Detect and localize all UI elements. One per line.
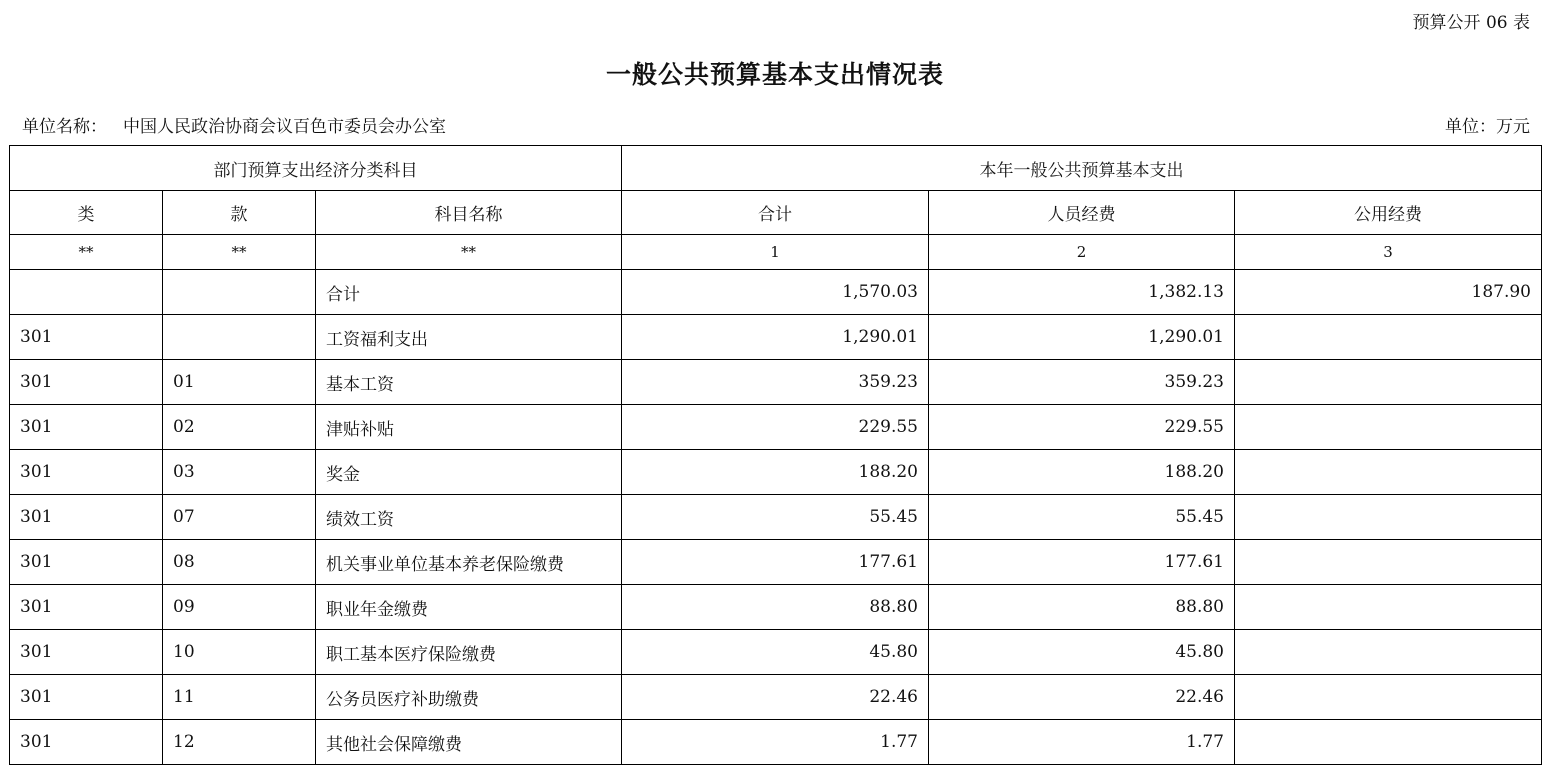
table-row — [10, 495, 1542, 540]
cell-kuan: 07 — [163, 495, 316, 540]
cell-personnel: 359.23 — [929, 360, 1235, 405]
cell-total: 177.61 — [622, 540, 929, 585]
cell-kuan: 08 — [163, 540, 316, 585]
header-group-left: 部门预算支出经济分类科目 — [10, 146, 622, 191]
table-row — [10, 450, 1542, 495]
cell-name: 津贴补贴 — [316, 405, 622, 450]
cell-name: 绩效工资 — [316, 495, 622, 540]
cell-personnel: 55.45 — [929, 495, 1235, 540]
table-row — [10, 360, 1542, 405]
cell-total: 359.23 — [622, 360, 929, 405]
header-code-row — [10, 235, 1542, 270]
cell-name: 基本工资 — [316, 360, 622, 405]
unit-name-label: 单位名称： — [22, 117, 107, 137]
cell-name: 职业年金缴费 — [316, 585, 622, 630]
header-code-name: ** — [316, 235, 622, 270]
cell-kuan — [163, 270, 316, 315]
cell-name: 机关事业单位基本养老保险缴费 — [316, 540, 622, 585]
cell-public — [1235, 450, 1542, 495]
header-code-total: 1 — [622, 235, 929, 270]
cell-name: 公务员医疗补助缴费 — [316, 675, 622, 720]
header-group-row — [10, 146, 1542, 191]
header-col-lei: 类 — [10, 191, 163, 235]
header-code-personnel: 2 — [929, 235, 1235, 270]
header-col-public: 公用经费 — [1235, 191, 1542, 235]
cell-lei: 301 — [10, 540, 163, 585]
budget-table — [9, 145, 1542, 765]
cell-total: 45.80 — [622, 630, 929, 675]
cell-public — [1235, 495, 1542, 540]
unit-name-value: 中国人民政治协商会议百色市委员会办公室 — [123, 117, 446, 137]
cell-lei: 301 — [10, 720, 163, 765]
table-row — [10, 405, 1542, 450]
header-column-row — [10, 191, 1542, 235]
cell-total: 1,570.03 — [622, 270, 929, 315]
cell-public — [1235, 405, 1542, 450]
cell-kuan: 10 — [163, 630, 316, 675]
cell-personnel: 1,382.13 — [929, 270, 1235, 315]
cell-lei: 301 — [10, 630, 163, 675]
cell-total: 1,290.01 — [622, 315, 929, 360]
cell-kuan: 11 — [163, 675, 316, 720]
cell-kuan: 12 — [163, 720, 316, 765]
header-group-right: 本年一般公共预算基本支出 — [622, 146, 1542, 191]
cell-total: 188.20 — [622, 450, 929, 495]
unit-measure: 单位：万元 — [1445, 117, 1530, 137]
cell-lei: 301 — [10, 450, 163, 495]
cell-lei: 301 — [10, 360, 163, 405]
table-row — [10, 630, 1542, 675]
cell-name: 其他社会保障缴费 — [316, 720, 622, 765]
table-row — [10, 315, 1542, 360]
cell-kuan: 09 — [163, 585, 316, 630]
cell-personnel: 45.80 — [929, 630, 1235, 675]
cell-total: 1.77 — [622, 720, 929, 765]
header-col-name: 科目名称 — [316, 191, 622, 235]
page-title: 一般公共预算基本支出情况表 — [605, 60, 944, 89]
cell-public — [1235, 315, 1542, 360]
table-row — [10, 720, 1542, 765]
cell-personnel: 1,290.01 — [929, 315, 1235, 360]
cell-name: 奖金 — [316, 450, 622, 495]
header-col-kuan: 款 — [163, 191, 316, 235]
cell-public — [1235, 720, 1542, 765]
cell-public — [1235, 360, 1542, 405]
cell-personnel: 229.55 — [929, 405, 1235, 450]
header-col-personnel: 人员经费 — [929, 191, 1235, 235]
cell-personnel: 88.80 — [929, 585, 1235, 630]
unit-info-row — [22, 112, 1530, 137]
table-row — [10, 675, 1542, 720]
cell-name: 合计 — [316, 270, 622, 315]
header-col-total: 合计 — [622, 191, 929, 235]
cell-total: 55.45 — [622, 495, 929, 540]
header-code-public: 3 — [1235, 235, 1542, 270]
cell-lei — [10, 270, 163, 315]
cell-personnel: 188.20 — [929, 450, 1235, 495]
table-row — [10, 540, 1542, 585]
cell-lei: 301 — [10, 585, 163, 630]
cell-kuan: 02 — [163, 405, 316, 450]
cell-total: 88.80 — [622, 585, 929, 630]
table-row — [10, 585, 1542, 630]
cell-total: 229.55 — [622, 405, 929, 450]
cell-name: 职工基本医疗保险缴费 — [316, 630, 622, 675]
cell-kuan: 03 — [163, 450, 316, 495]
cell-kuan — [163, 315, 316, 360]
cell-lei: 301 — [10, 675, 163, 720]
header-code-kuan: ** — [163, 235, 316, 270]
cell-personnel: 22.46 — [929, 675, 1235, 720]
cell-lei: 301 — [10, 405, 163, 450]
cell-lei: 301 — [10, 495, 163, 540]
cell-total: 22.46 — [622, 675, 929, 720]
cell-public — [1235, 585, 1542, 630]
cell-personnel: 1.77 — [929, 720, 1235, 765]
cell-public — [1235, 540, 1542, 585]
cell-personnel: 177.61 — [929, 540, 1235, 585]
header-code-lei: ** — [10, 235, 163, 270]
table-row — [10, 270, 1542, 315]
cell-kuan: 01 — [163, 360, 316, 405]
cell-public: 187.90 — [1235, 270, 1542, 315]
cell-public — [1235, 630, 1542, 675]
cell-public — [1235, 675, 1542, 720]
form-code: 预算公开 06 表 — [1412, 13, 1530, 33]
cell-name: 工资福利支出 — [316, 315, 622, 360]
cell-lei: 301 — [10, 315, 163, 360]
